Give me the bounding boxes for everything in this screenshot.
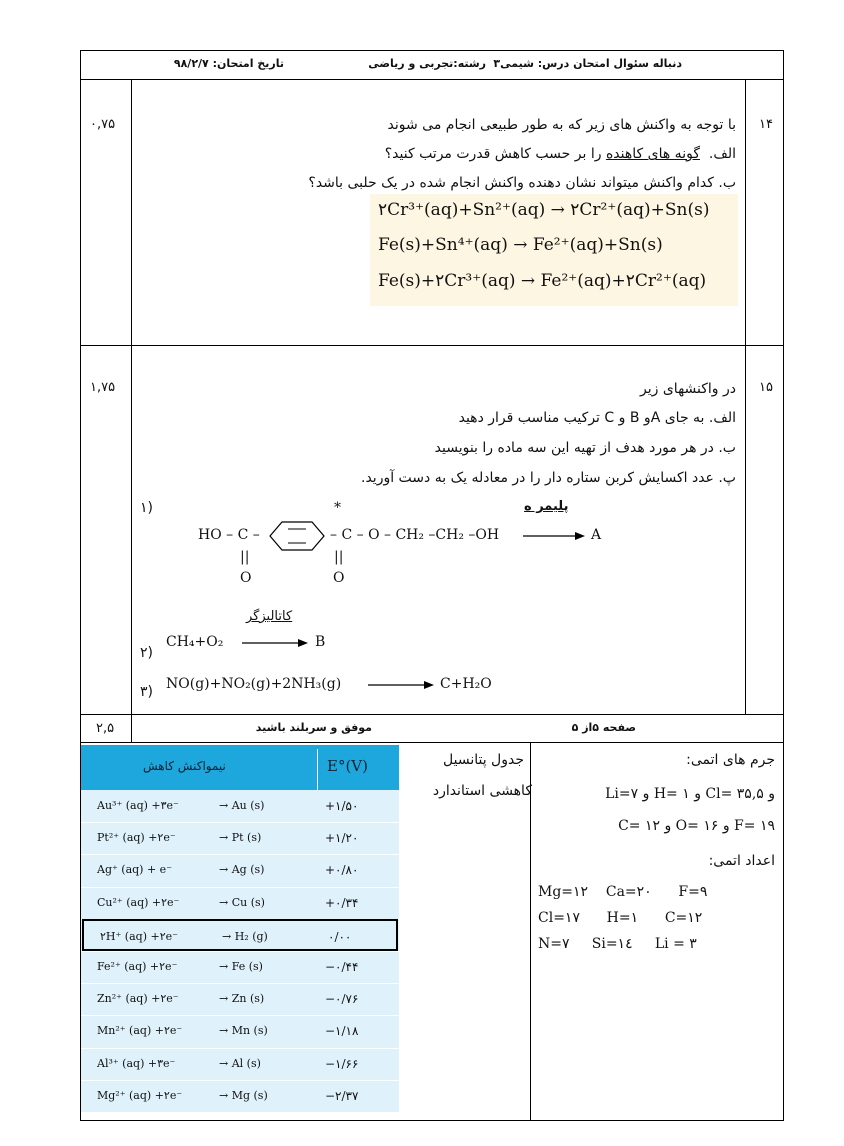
- numbers-line1: Mg=۱۲ Ca=۲۰ F=۹: [538, 884, 708, 900]
- header-reaction-label: نیمواکنش کاهش: [143, 759, 226, 773]
- table-row: [81, 790, 399, 822]
- half-reaction-products: → Zn (s): [219, 992, 265, 1005]
- standard-potential-value: +۱/۲۰: [325, 831, 359, 845]
- total-score: ۲,۵: [96, 721, 115, 736]
- reaction1-star: *: [334, 500, 341, 516]
- table-row: [81, 1015, 399, 1047]
- q15-line1: در واکنشهای زیر: [640, 381, 736, 397]
- reaction3-label: ۳): [140, 684, 153, 700]
- table-row: [81, 822, 399, 854]
- masses-title: جرم های اتمی:: [686, 752, 775, 768]
- half-reaction-reactants: Mg²⁺ (aq) +۲e⁻: [97, 1089, 183, 1102]
- q14-score: ۰,۷۵: [90, 117, 116, 132]
- header-bottom-rule: [80, 79, 784, 80]
- half-reaction-products: → H₂ (g): [222, 930, 268, 943]
- half-reaction-products: → Mg (s): [219, 1089, 268, 1102]
- q14-line2: [385, 146, 736, 162]
- reaction1-bond2: ||: [334, 549, 344, 565]
- reaction1-bond1: ||: [240, 549, 250, 565]
- reaction2-label: ۲): [140, 645, 153, 661]
- standard-potential-value: −۱/۱۸: [325, 1024, 359, 1038]
- half-reaction-reactants: Cu²⁺ (aq) +۲e⁻: [97, 896, 180, 909]
- reaction1-middle: – C – O – CH₂ –CH₂ –OH: [330, 527, 500, 543]
- half-reaction-reactants: Mn²⁺ (aq) +۲e⁻: [97, 1024, 183, 1037]
- table-row: [81, 854, 399, 886]
- masses-line1: Li=۷ و H= ۱ و Cl= ۳۵,۵ و: [605, 786, 775, 802]
- border-right: [783, 50, 784, 1121]
- half-reaction-reactants: Al³⁺ (aq) +۳e⁻: [97, 1057, 176, 1070]
- numbers-line2: Cl=۱۷ H=۱ C=۱۲: [538, 910, 703, 926]
- exam-field: رشته:تجربی و ریاضی: [368, 57, 486, 70]
- table-row: [81, 887, 399, 919]
- reaction1-label: ۱): [140, 500, 153, 516]
- table-row: [81, 1048, 399, 1080]
- q14-line3: ب. کدام واکنش میتواند نشان دهنده واکنش انجام شده در یک حلبی باشد؟: [308, 175, 736, 191]
- reaction1-left: HO – C –: [198, 527, 260, 543]
- exam-title: دنباله سئوال امتحان درس: شیمی۳: [493, 57, 682, 70]
- standard-potential-value: −۲/۳۷: [325, 1089, 359, 1103]
- reaction1-product: A: [591, 527, 602, 543]
- q14-number: ۱۴: [759, 117, 773, 132]
- table-row: [82, 919, 398, 951]
- equation-3: Fe(s)+۲Cr³⁺(aq) → Fe²⁺(aq)+۲Cr²⁺(aq): [378, 271, 707, 291]
- number-column-rule: [745, 79, 746, 715]
- header-divider: [317, 749, 318, 790]
- reaction3-reactants: NO(g)+NO₂(g)+2NH₃(g): [166, 676, 342, 692]
- q14-line2-prefix: الف.: [708, 146, 736, 162]
- q14-line2-underlined: گونه های کاهنده: [605, 146, 700, 162]
- q14-bottom-rule: [80, 345, 784, 346]
- numbers-line3: N=۷ Si=۱٤ Li = ۳: [538, 936, 697, 952]
- score-column-rule: [131, 79, 132, 743]
- q15-line3: ب. در هر مورد هدف از تهیه این سه ماده را بنویسید: [434, 440, 736, 456]
- standard-potential-value: −۱/۶۶: [325, 1057, 359, 1071]
- q15-number: ۱۵: [759, 380, 773, 395]
- standard-potential-value: +۱/۵۰: [325, 799, 359, 813]
- q14-line2-suffix: را بر حسب کاهش قدرت مرتب کنید؟: [384, 146, 602, 162]
- border-bottom: [80, 1120, 784, 1121]
- border-top: [80, 50, 784, 51]
- half-reaction-reactants: Fe²⁺ (aq) +۲e⁻: [97, 960, 178, 973]
- q15-line4: پ. عدد اکسایش کربن ستاره دار را در معادله یک به دست آورید.: [361, 470, 736, 486]
- half-reaction-products: → Cu (s): [219, 896, 265, 909]
- half-reaction-products: → Au (s): [219, 799, 265, 812]
- footer-bottom-rule: [80, 742, 784, 743]
- potential-table-header: [81, 745, 399, 790]
- masses-line2: C= ۱۲ و O= ۱۶ و F= ۱۹: [618, 818, 775, 834]
- page-number: صفحه ۵از ۵: [571, 721, 636, 734]
- reaction1-oxygen1: O: [240, 570, 252, 586]
- header-e-label: E°(V): [327, 757, 368, 775]
- reaction3-arrow-icon: [368, 679, 434, 691]
- half-reaction-reactants: Au³⁺ (aq) +۳e⁻: [97, 799, 179, 812]
- q15-line2: الف. به جای Aو B و C ترکیب مناسب قرار دهید: [458, 410, 736, 426]
- reaction1-arrow-label: پلیمر ه: [524, 499, 569, 514]
- equation-1: ۲Cr³⁺(aq)+Sn²⁺(aq) → ۲Cr²⁺(aq)+Sn(s): [378, 200, 710, 220]
- standard-potential-value: −۰/۴۴: [325, 960, 359, 974]
- numbers-title: اعداد اتمی:: [708, 853, 775, 869]
- table-row: [81, 951, 399, 983]
- standard-potential-value: +۰/۳۴: [325, 896, 359, 910]
- reaction1-oxygen2: O: [333, 570, 345, 586]
- half-reaction-reactants: Pt²⁺ (aq) +۲e⁻: [97, 831, 176, 844]
- exam-date: تاریخ امتحان: ۹۸/۲/۷: [173, 57, 284, 70]
- q15-score: ۱,۷۵: [90, 380, 116, 395]
- reaction2-arrow-icon: [242, 637, 308, 649]
- table-row: [81, 983, 399, 1015]
- q14-line1: با توجه به واکنش های زیر که به طور طبیعی انجام می شوند: [387, 117, 736, 133]
- reaction3-product: C+H₂O: [440, 676, 492, 692]
- reaction2-catalyst: کاتالیزگر: [246, 609, 293, 624]
- standard-potential-value: ۰/۰۰: [328, 930, 352, 944]
- q15-bottom-rule: [80, 714, 784, 715]
- reaction2-product: B: [315, 634, 326, 650]
- table-caption-line2: کاهشی استاندارد: [432, 783, 532, 799]
- table-caption-line1: جدول پتانسیل: [443, 752, 524, 768]
- half-reaction-products: → Pt (s): [219, 831, 262, 844]
- standard-potential-value: +۰/۸۰: [325, 863, 359, 877]
- table-row: [81, 1080, 399, 1112]
- half-reaction-products: → Fe (s): [219, 960, 263, 973]
- benzene-ring-icon: [268, 520, 326, 552]
- standard-potential-value: −۰/۷۶: [325, 992, 359, 1006]
- reaction1-arrow-icon: [523, 530, 585, 542]
- wish-text: موفق و سربلند باشید: [255, 721, 372, 734]
- half-reaction-reactants: Ag⁺ (aq) + e⁻: [97, 863, 172, 876]
- half-reaction-products: → Mn (s): [219, 1024, 268, 1037]
- half-reaction-products: → Al (s): [219, 1057, 261, 1070]
- half-reaction-reactants: ۲H⁺ (aq) +۲e⁻: [100, 930, 178, 943]
- half-reaction-reactants: Zn²⁺ (aq) +۲e⁻: [97, 992, 179, 1005]
- half-reaction-products: → Ag (s): [219, 863, 265, 876]
- reaction2-reactants: CH₄+O₂: [166, 634, 224, 650]
- equation-2: Fe(s)+Sn⁴⁺(aq) → Fe²⁺(aq)+Sn(s): [378, 235, 663, 255]
